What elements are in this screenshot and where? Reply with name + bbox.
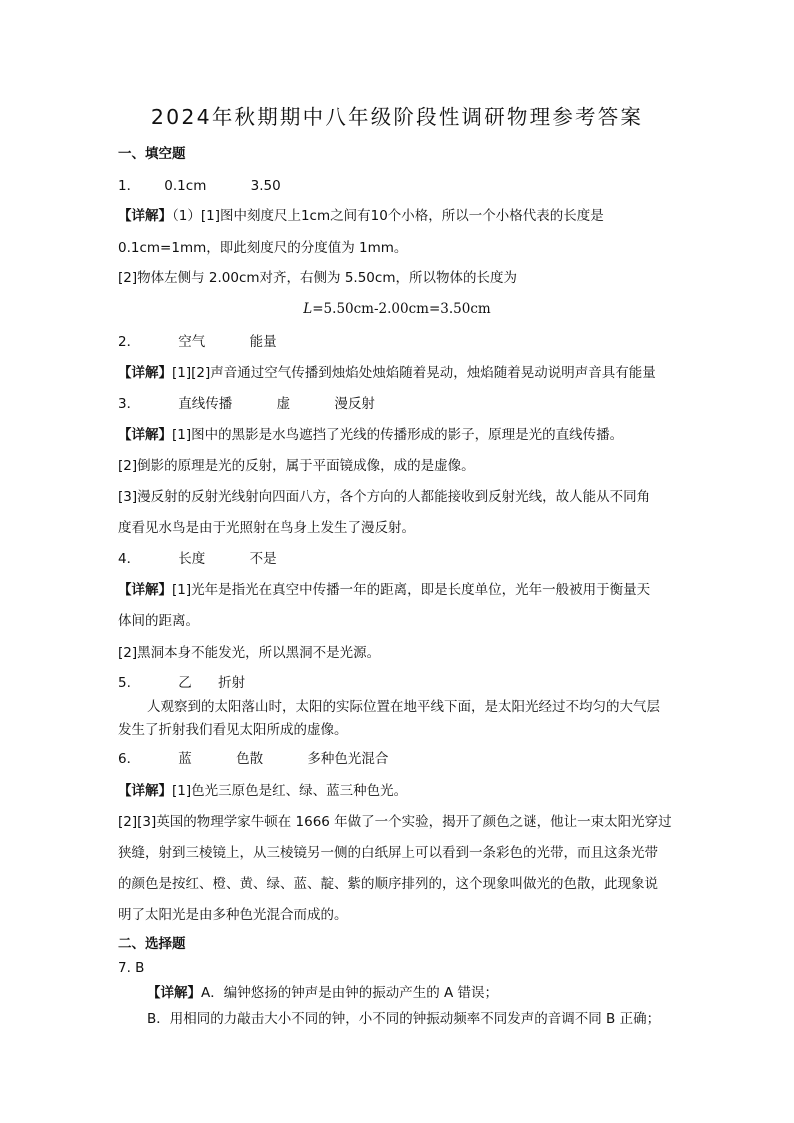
q4-detail-line-3: [2]黑洞本身不能发光，所以黑洞不是光源。 [118,645,381,661]
q3-detail-line-2: [2]倒影的原理是光的反射，属于平面镜成像，成的是虚像。 [118,458,475,474]
q6-detail-line-4: 的颜色是按红、橙、黄、绿、蓝、靛、紫的顺序排列的，这个现象叫做光的色散，此现象说 [118,876,658,892]
q3-answer-1: 直线传播 [178,396,233,412]
q1-detail-line-2: 0.1cm=1mm，即此刻度尺的分度值为 1mm。 [118,240,408,256]
q5-detail-line-1: 人观察到的太阳落山时，太阳的实际位置在地平线下面，是太阳光经过不均匀的大气层 [147,699,660,715]
q6-detail-line-5: 明了太阳光是由多种色光混合而成的。 [118,907,348,923]
q6-answer-line [118,749,678,769]
q6-detail-line-1 [118,781,678,801]
q1-formula [0,299,794,319]
page-title: 2024年秋期期中八年级阶段性调研物理参考答案 [150,105,644,129]
q5-detail-line-2: 发生了折射我们看见太阳所成的虚像。 [118,722,348,738]
q6-detail-tag: 【详解】 [118,783,172,799]
q3-detail-line-4: 度看见水鸟是由于光照射在鸟身上发生了漫反射。 [118,520,415,536]
q5-answer-line [118,673,678,693]
q5-number: 5. [118,675,131,691]
q4-detail-tag: 【详解】 [118,582,172,598]
q4-answer-1: 长度 [178,551,206,567]
q1-formula-variable: L [303,301,313,317]
q6-detail-line-3: 狭缝，射到三棱镜上，从三棱镜另一侧的白纸屏上可以看到一条彩色的光带，而且这条光带 [118,845,658,861]
q5-answer-2: 折射 [218,675,246,691]
q2-detail-line-1 [118,363,678,383]
q3-answer-3: 漫反射 [334,396,375,412]
q1-detail-tag: 【详解】 [118,208,172,224]
q4-detail-line-1 [118,580,678,600]
q6-answer-1: 蓝 [178,751,192,767]
section-heading-choice: 二、选择题 [118,936,186,952]
q7-detail-line-b: B．用相同的力敲击大小不同的钟，小不同的钟振动频率不同发声的音调不同 B 正确； [147,1011,661,1027]
q1-detail-line-3: [2]物体左侧与 2.00cm对齐，右侧为 5.50cm，所以物体的长度为 [118,270,517,286]
q2-answer-2: 能量 [249,334,277,350]
q6-answer-2: 色散 [236,751,264,767]
q7-detail-tag: 【详解】 [147,985,201,1001]
q4-detail-line-2: 体间的距离。 [118,613,199,629]
q7-detail-text-a: A．编钟悠扬的钟声是由钟的振动产生的 A 错误； [201,985,499,1001]
q6-detail-line-2: [2][3]英国的物理学家牛顿在 1666 年做了一个实验，揭开了颜色之谜，他让一束太阳光穿过 [118,814,672,830]
q3-detail-line-1 [118,425,678,445]
q2-answer-line [118,332,678,352]
q7-answer-line: 7. B [118,960,145,976]
q1-answer-line [118,176,678,196]
q3-answer-2: 虚 [276,396,291,412]
q5-answer-1: 乙 [178,675,192,691]
q4-detail-text-1: [1]光年是指光在真空中传播一年的距离，即是长度单位，光年一般被用于衡量天 [172,582,651,598]
q1-answer-1: 0.1cm [164,178,207,194]
q3-detail-line-3: [3]漫反射的反射光线射向四面八方，各个方向的人都能接收到反射光线，故人能从不同角 [118,489,651,505]
q2-answer-1: 空气 [178,334,206,350]
q3-detail-text-1: [1]图中的黑影是水鸟遮挡了光线的传播形成的影子，原理是光的直线传播。 [172,427,624,443]
q3-number: 3． [118,396,141,412]
q1-detail-text-1: （1）[1]图中刻度尺上1cm之间有10个小格，所以一个小格代表的长度是 [172,208,604,224]
q1-number: 1． [118,178,141,194]
q4-number: 4． [118,551,141,567]
q3-detail-tag: 【详解】 [118,427,172,443]
section-heading-fill-in: 一、填空题 [118,146,186,162]
q6-detail-text-1: [1]色光三原色是红、绿、蓝三种色光。 [172,783,408,799]
q3-answer-line [118,394,678,414]
q6-number: 6． [118,751,141,767]
q6-answer-3: 多种色光混合 [307,751,389,767]
q2-number: 2． [118,334,141,350]
q4-answer-2: 不是 [249,551,277,567]
q7-detail-line-a [147,983,707,1003]
q2-detail-tag: 【详解】 [118,365,172,381]
q2-detail-text-1: [1][2]声音通过空气传播到烛焰处烛焰随着晃动，烛焰随着晃动说明声音具有能量 [172,365,656,381]
q1-detail-line-1 [118,206,678,226]
q1-answer-2: 3.50 [250,178,281,194]
q4-answer-line [118,549,678,569]
q1-formula-expression: =5.50cm-2.00cm=3.50cm [312,301,491,317]
